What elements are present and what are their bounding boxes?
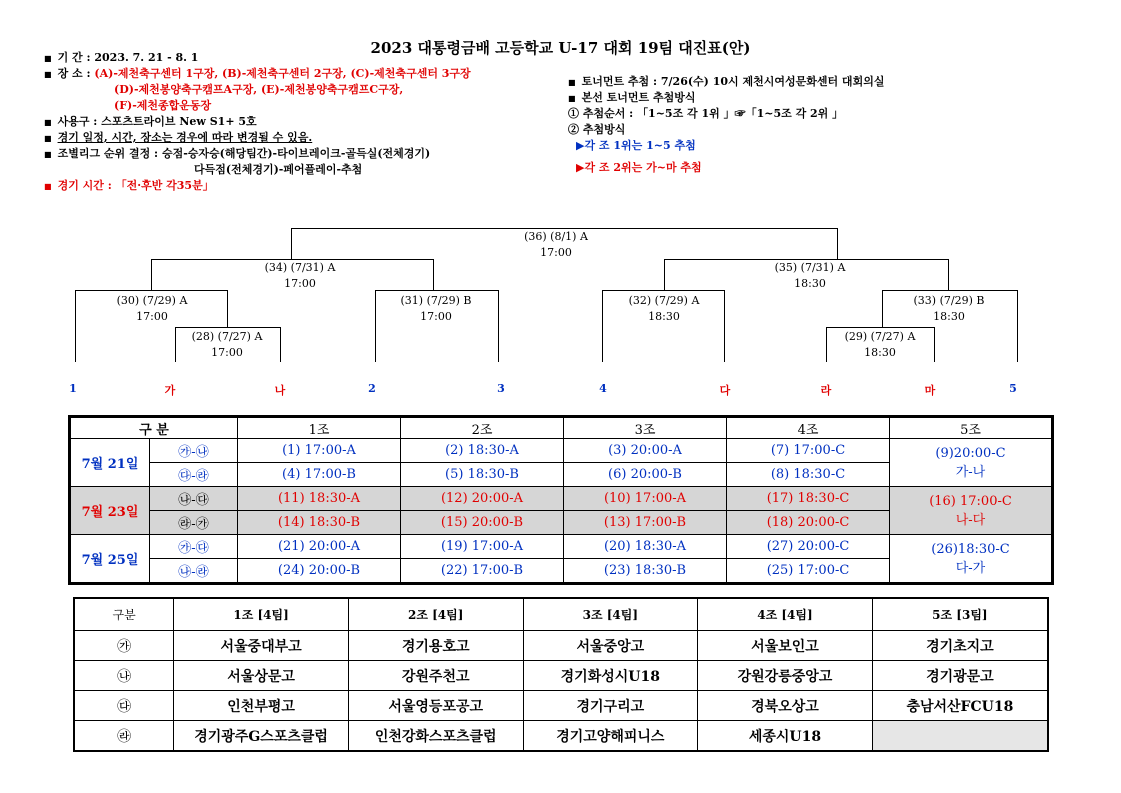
info-left	[44, 50, 471, 194]
method-line: ■ 본선 토너먼트 추첨방식	[568, 91, 696, 104]
group5-cell: (26)18:30-C 다-가	[890, 535, 1053, 584]
schedule-row	[70, 439, 1053, 463]
seed-ga: 가	[164, 384, 176, 397]
seed-da: 다	[719, 384, 731, 397]
slot-key: ㉮	[74, 631, 174, 661]
day-date: 7월 25일	[70, 535, 150, 584]
team-cell: 경북오상고	[698, 691, 873, 721]
team-cell: 경기용호고	[348, 631, 523, 661]
team-cell: 충남서산FCU18	[872, 691, 1048, 721]
seed-ra: 라	[820, 384, 832, 397]
game-cell: (11) 18:30-A	[238, 487, 401, 511]
game-cell: (21) 20:00-A	[238, 535, 401, 559]
team-cell: 경기광주G스포츠클럽	[174, 721, 349, 752]
info-right	[568, 74, 884, 176]
game-cell: (25) 17:00-C	[727, 559, 890, 584]
teams-head-g2: 2조 [4팀]	[348, 598, 523, 631]
teams-head-g5: 5조 [3팀]	[872, 598, 1048, 631]
match-35: (35) (7/31) A 18:30	[774, 261, 846, 290]
group5-cell: (16) 17:00-C 나-다	[890, 487, 1053, 535]
game-cell: (27) 20:00-C	[727, 535, 890, 559]
match-33: (33) (7/29) B 18:30	[913, 294, 985, 323]
match-34: (34) (7/31) A 17:00	[264, 261, 336, 290]
schedule-head-g2: 2조	[401, 417, 564, 439]
teams-table	[73, 597, 1049, 752]
team-cell: 경기초지고	[872, 631, 1048, 661]
pair-cell: ㉰-㉱	[150, 463, 238, 487]
match-30: (30) (7/29) A 17:00	[116, 294, 188, 323]
game-cell: (17) 18:30-C	[727, 487, 890, 511]
team-cell: 경기광문고	[872, 661, 1048, 691]
team-cell: 서울영등포공고	[348, 691, 523, 721]
schedule-table	[68, 415, 1054, 585]
pair-cell: ㉯-㉱	[150, 559, 238, 584]
method2-line: ② 추첨방식	[568, 123, 626, 136]
teams-head-g1: 1조 [4팀]	[174, 598, 349, 631]
pair-cell: ㉮-㉯	[150, 439, 238, 463]
game-cell: (2) 18:30-A	[401, 439, 564, 463]
team-cell: 경기구리고	[523, 691, 698, 721]
game-cell: (19) 17:00-A	[401, 535, 564, 559]
schedule-head-g1: 1조	[238, 417, 401, 439]
teams-row	[74, 631, 1048, 661]
team-cell: 세종시U18	[698, 721, 873, 752]
team-cell: 서울보인고	[698, 631, 873, 661]
schedule-head-g4: 4조	[727, 417, 890, 439]
venue-line: ■ 장 소 : (A)-제천축구센터 1구장, (B)-제천축구센터 2구장, (C)-제천축구센터 3구장	[44, 67, 471, 80]
schedule-header	[70, 417, 1053, 439]
team-cell: 서울중대부고	[174, 631, 349, 661]
teams-row	[74, 661, 1048, 691]
match-28: (28) (7/27) A 17:00	[191, 330, 263, 359]
game-cell: (6) 20:00-B	[564, 463, 727, 487]
schedule-head-g5: 5조	[890, 417, 1053, 439]
day-date: 7월 23일	[70, 487, 150, 535]
team-cell-empty	[872, 721, 1048, 752]
game-cell: (22) 17:00-B	[401, 559, 564, 584]
pair-cell: ㉱-㉮	[150, 511, 238, 535]
day-date: 7월 21일	[70, 439, 150, 487]
seed-1: 1	[69, 382, 77, 395]
slot-key: ㉯	[74, 661, 174, 691]
game-cell: (4) 17:00-B	[238, 463, 401, 487]
game-cell: (10) 17:00-A	[564, 487, 727, 511]
teams-head-label: 구분	[74, 598, 174, 631]
team-cell: 서울중앙고	[523, 631, 698, 661]
team-cell: 경기화성시U18	[523, 661, 698, 691]
slot-key: ㉱	[74, 721, 174, 752]
game-cell: (14) 18:30-B	[238, 511, 401, 535]
time-line: ■ 경기 시간 : 「전·후반 각35분」	[44, 179, 214, 192]
group5-cell: (9)20:00-C 가-나	[890, 439, 1053, 487]
pair-cell: ㉯-㉰	[150, 487, 238, 511]
seed-na: 나	[274, 384, 286, 397]
match-31: (31) (7/29) B 17:00	[400, 294, 472, 323]
match-36: (36) (8/1) A 17:00	[524, 230, 588, 259]
teams-head-g4: 4조 [4팀]	[698, 598, 873, 631]
seed-ma: 마	[924, 384, 936, 397]
rank-line-2: 다득점(전체경기)-페어플레이-추첨	[194, 163, 363, 176]
game-cell: (7) 17:00-C	[727, 439, 890, 463]
team-cell: 인천강화스포츠클럽	[348, 721, 523, 752]
team-cell: 인천부평고	[174, 691, 349, 721]
match-32: (32) (7/29) A 18:30	[628, 294, 700, 323]
pair-cell: ㉮-㉰	[150, 535, 238, 559]
game-cell: (15) 20:00-B	[401, 511, 564, 535]
rank-line: ■ 조별리그 순위 결정 : 승점-승자승(해당팀간)-타이브레이크-골득실(전체경기)	[44, 147, 431, 160]
match-29: (29) (7/27) A 18:30	[844, 330, 916, 359]
game-cell: (24) 20:00-B	[238, 559, 401, 584]
schedule-head-label: 구 분	[70, 417, 238, 439]
game-cell: (13) 17:00-B	[564, 511, 727, 535]
seed-5: 5	[1009, 382, 1017, 395]
schedule-row	[70, 535, 1053, 559]
game-cell: (5) 18:30-B	[401, 463, 564, 487]
team-cell: 경기고양해피니스	[523, 721, 698, 752]
schedule-row	[70, 487, 1053, 511]
game-cell: (18) 20:00-C	[727, 511, 890, 535]
teams-header	[74, 598, 1048, 631]
schedule-head-g3: 3조	[564, 417, 727, 439]
rule1-line: ▶각 조 1위는 1~5 추첨	[576, 139, 696, 152]
teams-row	[74, 721, 1048, 752]
game-cell: (12) 20:00-A	[401, 487, 564, 511]
team-cell: 강원강릉중앙고	[698, 661, 873, 691]
seed-3: 3	[497, 382, 505, 395]
team-cell: 서울상문고	[174, 661, 349, 691]
game-cell: (3) 20:00-A	[564, 439, 727, 463]
order-line: ① 추첨순서 : 「1~5조 각 1위 」☞「1~5조 각 2위 」	[568, 107, 844, 120]
ball-line: ■ 사용구 : 스포츠트라이브 New S1+ 5호	[44, 115, 257, 128]
game-cell: (23) 18:30-B	[564, 559, 727, 584]
venue-line-3: (F)-제천종합운동장	[114, 99, 212, 112]
game-cell: (8) 18:30-C	[727, 463, 890, 487]
team-cell: 강원주천고	[348, 661, 523, 691]
teams-head-g3: 3조 [4팀]	[523, 598, 698, 631]
seed-2: 2	[368, 382, 376, 395]
slot-key: ㉰	[74, 691, 174, 721]
notice-line: ■ 경기 일정, 시간, 장소는 경우에 따라 변경될 수 있음.	[44, 131, 313, 144]
page-title: 2023 대통령금배 고등학교 U-17 대회 19팀 대진표(안)	[370, 39, 751, 57]
rule2-line: ▶각 조 2위는 가~마 추첨	[576, 161, 702, 174]
teams-row	[74, 691, 1048, 721]
draw-line: ■ 토너먼트 추첨 : 7/26(수) 10시 제천시여성문화센터 대회의실	[568, 75, 885, 88]
seed-4: 4	[599, 382, 607, 395]
game-cell: (20) 18:30-A	[564, 535, 727, 559]
period-line: ■ 기 간 : 2023. 7. 21 - 8. 1	[44, 51, 199, 64]
game-cell: (1) 17:00-A	[238, 439, 401, 463]
venue-line-2: (D)-제천봉양축구캠프A구장, (E)-제천봉양축구캠프C구장,	[114, 83, 404, 96]
